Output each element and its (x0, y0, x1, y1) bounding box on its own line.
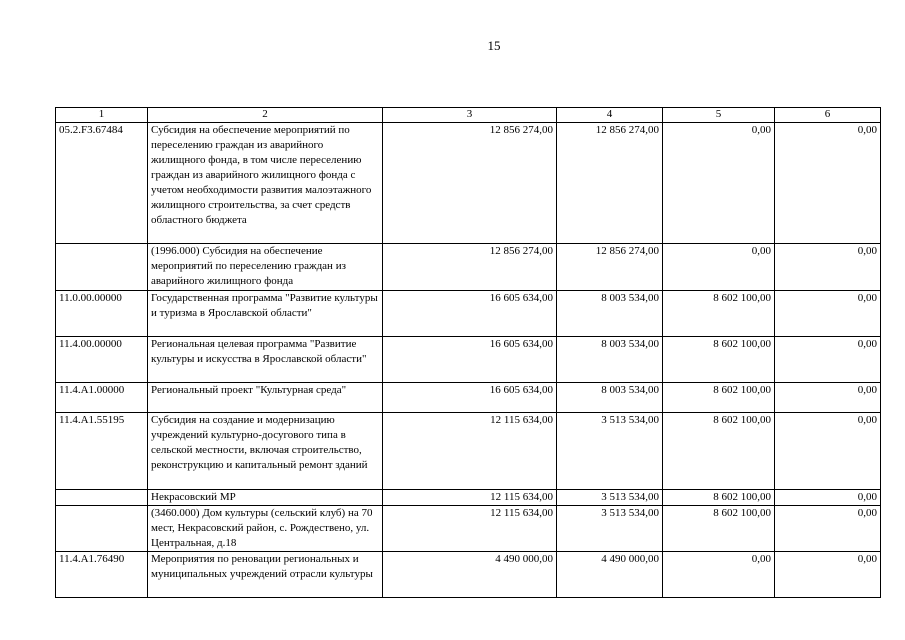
row-name: Субсидия на создание и модернизацию учреждений культурно-досугового типа в сельской местности, включая строительство, реконструкцию и капитальный ремонт зданий (148, 413, 383, 490)
table-row (56, 552, 881, 598)
row-value-col4: 4 490 000,00 (557, 552, 663, 598)
row-value-col3: 16 605 634,00 (383, 337, 557, 383)
table-row (56, 337, 881, 383)
row-value-col6: 0,00 (775, 490, 881, 506)
row-value-col5: 8 602 100,00 (663, 413, 775, 490)
table-row (56, 383, 881, 413)
row-code: 11.4.A1.00000 (56, 383, 148, 413)
row-value-col5: 0,00 (663, 244, 775, 291)
row-value-col6: 0,00 (775, 244, 881, 291)
row-value-col3: 12 856 274,00 (383, 244, 557, 291)
row-value-col4: 12 856 274,00 (557, 123, 663, 244)
row-name: Субсидия на обеспечение мероприятий по переселению граждан из аварийного жилищного фонда, в том числе переселению граждан из аварийного жилищного фонда с учетом необходимости развития малоэтажного жилищного строительства, за счет средств областного бюджета (148, 123, 383, 244)
row-value-col3: 12 115 634,00 (383, 413, 557, 490)
column-header: 3 (383, 108, 557, 123)
row-value-col4: 3 513 534,00 (557, 413, 663, 490)
row-value-col3: 16 605 634,00 (383, 383, 557, 413)
row-name: Региональная целевая программа "Развитие культуры и искусства в Ярославской области" (148, 337, 383, 383)
row-code (56, 506, 148, 552)
table-header-row (56, 108, 881, 123)
row-value-col6: 0,00 (775, 337, 881, 383)
row-name: Государственная программа "Развитие культуры и туризма в Ярославской области" (148, 291, 383, 337)
table-row (56, 244, 881, 291)
page-number: 15 (487, 38, 501, 53)
row-name: (1996.000) Субсидия на обеспечение мероприятий по переселению граждан из аварийного жилищного фонда (148, 244, 383, 291)
row-value-col6: 0,00 (775, 291, 881, 337)
row-value-col4: 3 513 534,00 (557, 506, 663, 552)
row-code: 11.0.00.00000 (56, 291, 148, 337)
row-code: 11.4.A1.55195 (56, 413, 148, 490)
row-name: Некрасовский МР (148, 490, 383, 506)
table-row (56, 490, 881, 506)
row-value-col5: 8 602 100,00 (663, 490, 775, 506)
row-value-col5: 8 602 100,00 (663, 506, 775, 552)
row-name: Мероприятия по реновации региональных и муниципальных учреждений отрасли культуры (148, 552, 383, 598)
row-value-col5: 8 602 100,00 (663, 337, 775, 383)
row-value-col3: 12 115 634,00 (383, 506, 557, 552)
row-value-col4: 8 003 534,00 (557, 337, 663, 383)
row-value-col6: 0,00 (775, 413, 881, 490)
row-value-col5: 8 602 100,00 (663, 291, 775, 337)
column-header: 4 (557, 108, 663, 123)
row-value-col3: 12 856 274,00 (383, 123, 557, 244)
row-value-col6: 0,00 (775, 506, 881, 552)
row-value-col6: 0,00 (775, 123, 881, 244)
row-value-col4: 8 003 534,00 (557, 383, 663, 413)
table-row (56, 413, 881, 490)
column-header: 1 (56, 108, 148, 123)
row-value-col3: 16 605 634,00 (383, 291, 557, 337)
table-row (56, 291, 881, 337)
row-code: 11.4.00.00000 (56, 337, 148, 383)
column-header: 6 (775, 108, 881, 123)
table-row (56, 506, 881, 552)
column-header: 5 (663, 108, 775, 123)
row-value-col3: 12 115 634,00 (383, 490, 557, 506)
row-value-col5: 8 602 100,00 (663, 383, 775, 413)
row-code: 05.2.F3.67484 (56, 123, 148, 244)
row-name: (3460.000) Дом культуры (сельский клуб) на 70 мест, Некрасовский район, с. Рождествено, ул. Центральная, д.18 (148, 506, 383, 552)
row-value-col6: 0,00 (775, 383, 881, 413)
budget-table (55, 107, 881, 598)
row-value-col5: 0,00 (663, 123, 775, 244)
row-value-col4: 3 513 534,00 (557, 490, 663, 506)
row-value-col4: 12 856 274,00 (557, 244, 663, 291)
table-row (56, 123, 881, 244)
row-value-col4: 8 003 534,00 (557, 291, 663, 337)
row-value-col5: 0,00 (663, 552, 775, 598)
row-value-col6: 0,00 (775, 552, 881, 598)
row-code: 11.4.A1.76490 (56, 552, 148, 598)
row-code (56, 244, 148, 291)
row-code (56, 490, 148, 506)
row-name: Региональный проект "Культурная среда" (148, 383, 383, 413)
column-header: 2 (148, 108, 383, 123)
row-value-col3: 4 490 000,00 (383, 552, 557, 598)
